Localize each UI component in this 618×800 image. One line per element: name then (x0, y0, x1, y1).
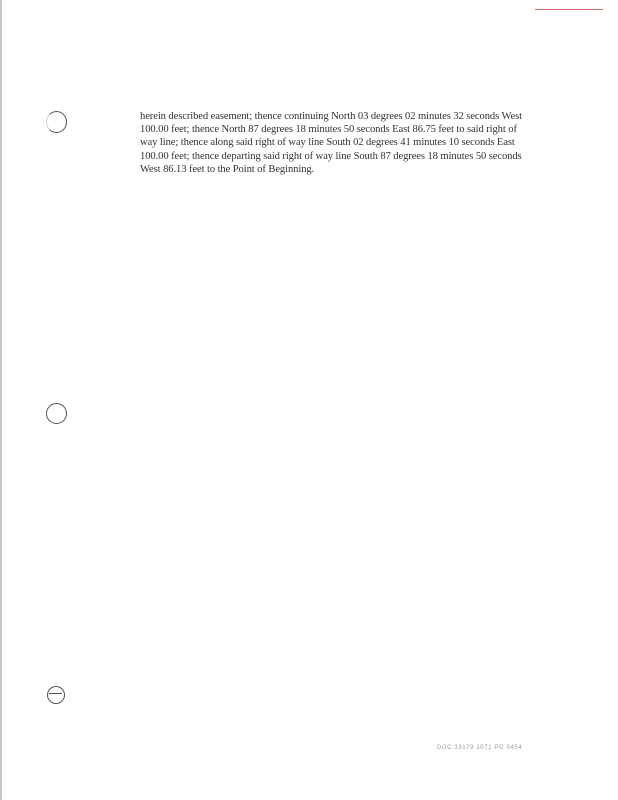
page-left-edge (0, 0, 2, 800)
binder-hole-icon (46, 403, 67, 424)
binder-hole-mark (49, 693, 62, 694)
binder-hole-icon (46, 111, 67, 133)
binder-hole-icon (47, 686, 65, 704)
legal-description-text: herein described easement; thence continuing North 03 degrees 02 minutes 32 seconds West 100.00 feet; thence North 87 degrees 18 minutes 50 seconds East 86.75 feet to said right of way line; thence along said right of way line South 02 degrees 41 minutes 10 seconds East 100.00 feet; thence departing said right of way line South 87 degrees 18 minutes 50 seconds West 86.13 feet to the Point of Beginning. (140, 111, 523, 175)
top-margin-mark (535, 9, 603, 10)
recording-stamp: DOC 33179 1071 PG 0454 (437, 745, 523, 751)
